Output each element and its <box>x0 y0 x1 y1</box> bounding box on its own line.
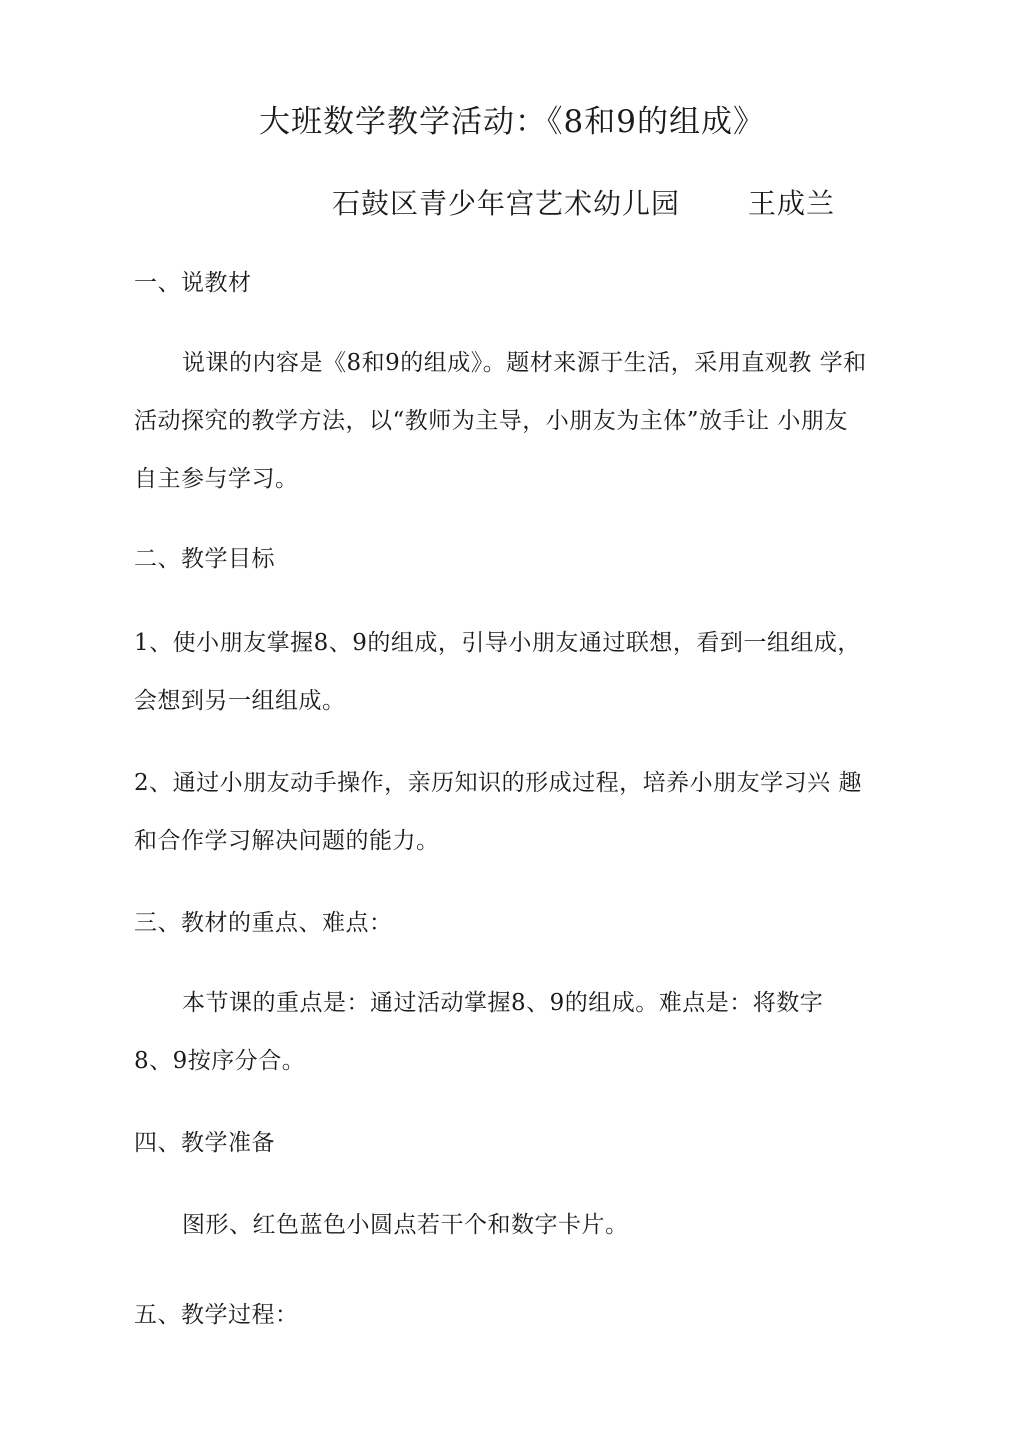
document-title: 大班数学教学活动：《8和9的组成》 <box>259 104 765 140</box>
paragraph-line: 自主参与学习。 <box>134 466 299 492</box>
list-item-line: 和合作学习解决问题的能力。 <box>134 828 440 854</box>
paragraph-line: 活动探究的教学方法，以“教师为主导，小朋友为主体”放手让 小朋友 <box>134 408 848 434</box>
paragraph-line: 本节课的重点是：通过活动掌握8、9的组成。难点是：将数字 <box>182 990 824 1016</box>
list-item-line: 1、使小朋友掌握8、9的组成，引导小朋友通过联想，看到一组组成， <box>134 630 861 656</box>
list-item-line: 2、通过小朋友动手操作，亲历知识的形成过程，培养小朋友学习兴 趣 <box>134 770 862 796</box>
paragraph-line: 图形、红色蓝色小圆点若干个和数字卡片。 <box>182 1212 629 1238</box>
list-item-line: 会想到另一组组成。 <box>134 688 346 714</box>
section-heading-2: 二、教学目标 <box>134 546 275 572</box>
section-heading-5: 五、教学过程： <box>134 1302 299 1328</box>
paragraph-line: 说课的内容是《8和9的组成》。题材来源于生活，采用直观教 学和 <box>182 350 867 376</box>
school-name: 石鼓区青少年宫艺术幼儿园 <box>332 187 681 220</box>
author-name: 王成兰 <box>748 187 836 220</box>
section-heading-1: 一、说教材 <box>134 270 252 296</box>
section-heading-3: 三、教材的重点、难点： <box>134 910 393 936</box>
section-heading-4: 四、教学准备 <box>134 1130 275 1156</box>
paragraph-line: 8、9按序分合。 <box>134 1048 306 1074</box>
